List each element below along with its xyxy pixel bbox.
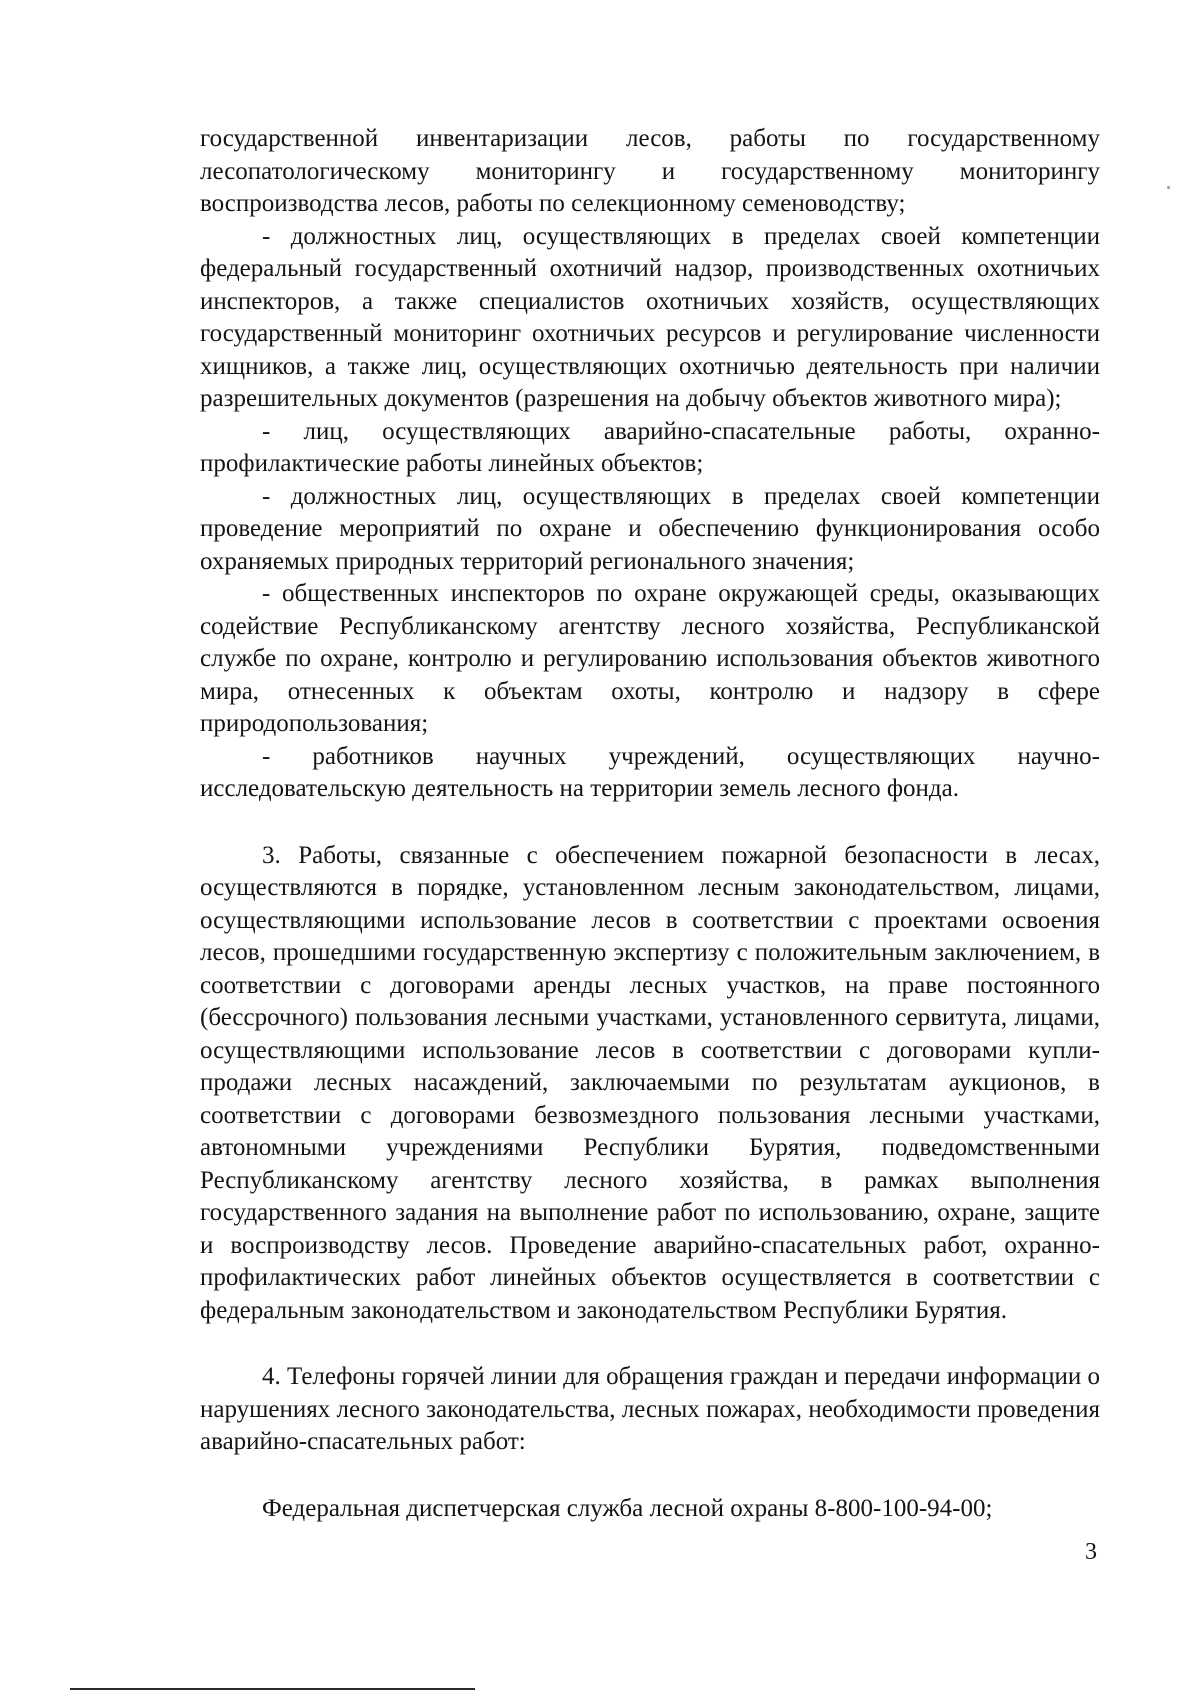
list-item-research-workers: - работников научных учреждений, осуществляющих научно-исследовательскую деятельность на территории земель лесного фонда. — [200, 742, 1100, 802]
section-4-paragraph: 4. Телефоны горячей линии для обращения граждан и передачи информации о нарушениях лесного законодательства, лесных пожарах, необходимости проведения аварийно-спасательных работ: — [200, 1363, 1100, 1455]
footnote-divider — [70, 1688, 475, 1690]
hotline-phone-line: Федеральная диспетчерская служба лесной охраны 8-800-100-94-00; — [262, 1494, 993, 1522]
page-number: 3 — [1085, 1539, 1097, 1565]
list-item-public-inspectors: - общественных инспекторов по охране окружающей среды, оказывающих содействие Республиканскому агентству лесного хозяйства, Республиканской службе по охране, контролю и регулированию использования объектов животного мира, отнесенных к объектам охоты, контролю и надзору в сфере природопользования; — [200, 580, 1100, 737]
section-3-paragraph: 3. Работы, связанные с обеспечением пожарной безопасности в лесах, осуществляются в порядке, установленном лесным законодательством, лицами, осуществляющими использование лесов в соответствии с проектами освоения лесов, прошедшими государственную экспертизу с положительным заключением, в соответствии с договорами аренды лесных участков, на праве постоянного (бессрочного) пользования лесными участками, установленного сервитута, лицами, осуществляющими использование лесов в соответствии с договорами купли-продажи лесных насаждений, заключаемыми по результатам аукционов, в соответствии с договорами безвозмездного пользования лесными участками, автономными учреждениями Республики Бурятия, подведомственными Республиканскому агентству лесного хозяйства, в рамках выполнения государственного задания на выполнение работ по использованию, охране, защите и воспроизводству лесов. Проведение аварийно-спасательных работ, охранно-профилактических работ линейных объектов осуществляется в соответствии с федеральным законодательством и законодательством Республики Бурятия. — [200, 841, 1100, 1324]
list-item-protected-areas-officials: - должностных лиц, осуществляющих в пределах своей компетенции проведение мероприятий по охране и обеспечению функционирования особо охраняемых природных территорий регионального значения; — [200, 482, 1100, 575]
paragraph-continuation: государственной инвентаризации лесов, работы по государственному лесопатологическому мониторингу и государственному мониторингу воспроизводства лесов, работы по селекционному семеноводству; — [200, 125, 1100, 217]
document-body — [200, 123, 1100, 1525]
list-item-rescue-workers: - лиц, осуществляющих аварийно-спасательные работы, охранно-профилактические работы линейных объектов; — [200, 417, 1100, 477]
list-item-hunting-officials: - должностных лиц, осуществляющих в пределах своей компетенции федеральный государственный охотничий надзор, производственных охотничьих инспекторов, а также специалистов охотничьих хозяйств, осуществляющих государственный мониторинг охотничьих ресурсов и регулирование численности хищников, а также лиц, осуществляющих охотничью деятельность при наличии разрешительных документов (разрешения на добычу объектов животного мира); — [200, 222, 1100, 412]
scan-speck — [1167, 186, 1170, 189]
